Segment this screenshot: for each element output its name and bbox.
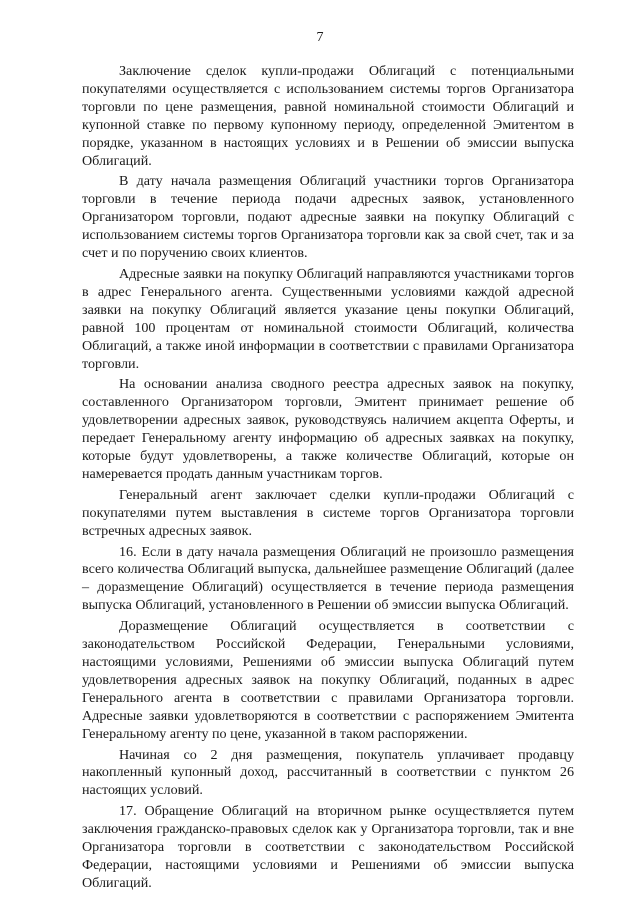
document-body bbox=[82, 63, 574, 893]
page-number: 7 bbox=[316, 30, 324, 45]
paragraph-8: Начиная со 2 дня размещения, покупатель уплачивает продавцу накопленный купонный доход, рассчитанный в соответствии с пунктом 26 настоящих условий. bbox=[82, 746, 574, 799]
paragraph-7: Доразмещение Облигаций осуществляется в соответствии с законодательством Российской Федерации, Генеральными условиями, настоящими условиями, Решениями об эмиссии выпуска Облигаций путем удовлетворения адресных заявок на покупку Облигаций, поданных в адрес Генерального агента в соответствии с правилами Организатора торговли. Адресные заявки удовлетворяются в соответствии с распоряжением Эмитента Генеральному агенту по цене, указанной в таком распоряжении. bbox=[82, 618, 574, 742]
paragraph-1: Заключение сделок купли-продажи Облигаций с потенциальными покупателями осуществляется с использованием системы торгов Организатора торговли по цене размещения, равной номинальной стоимости Облигаций и купонной ставке по первому купонному периоду, определенной Эмитентом в порядке, указанном в настоящих условиях и в Решении об эмиссии выпуска Облигаций. bbox=[82, 63, 574, 169]
paragraph-6: 16. Если в дату начала размещения Облигаций не произошло размещения всего количества Облигаций выпуска, дальнейшее размещение Облигаций (далее – доразмещение Облигаций) осуществляется в течение периода размещения выпуска Облигаций, установленного в Решении об эмиссии выпуска Облигаций. bbox=[82, 543, 574, 614]
paragraph-5: Генеральный агент заключает сделки купли-продажи Облигаций с покупателями путем выставления в системе торгов Организатора торговли встречных адресных заявок. bbox=[82, 486, 574, 539]
paragraph-9: 17. Обращение Облигаций на вторичном рынке осуществляется путем заключения гражданско-правовых сделок как у Организатора торговли, так и вне Организатора торговли в соответствии с законодательством Российской Федерации, настоящими условиями и Решениями об эмиссии выпуска Облигаций. bbox=[82, 803, 574, 891]
paragraph-3: Адресные заявки на покупку Облигаций направляются участниками торгов в адрес Генерального агента. Существенными условиями каждой адресной заявки на покупку Облигаций является указание цены покупки Облигаций, равной 100 процентам от номинальной стоимости Облигаций, количества Облигаций, а также иной информации в соответствии с правилами Организатора торговли. bbox=[82, 265, 574, 372]
paragraph-2: В дату начала размещения Облигаций участники торгов Организатора торговли в течение периода подачи адресных заявок, установленного Организатором торговли, подают адресные заявки на покупку Облигаций с использованием системы торгов Организатора торговли как за свой счет, так и за счет и по поручению своих клиентов. bbox=[82, 173, 574, 262]
paragraph-4: На основании анализа сводного реестра адресных заявок на покупку, составленного Организатором торговли, Эмитент принимает решение об удовлетворении адресных заявок, руководствуясь наличием акцепта Оферты, и передает Генеральному агенту информацию об адресных заявках на покупку, которые будут удовлетворены, а также количестве Облигаций, которые он намеревается продать данным участникам торгов. bbox=[82, 376, 574, 482]
